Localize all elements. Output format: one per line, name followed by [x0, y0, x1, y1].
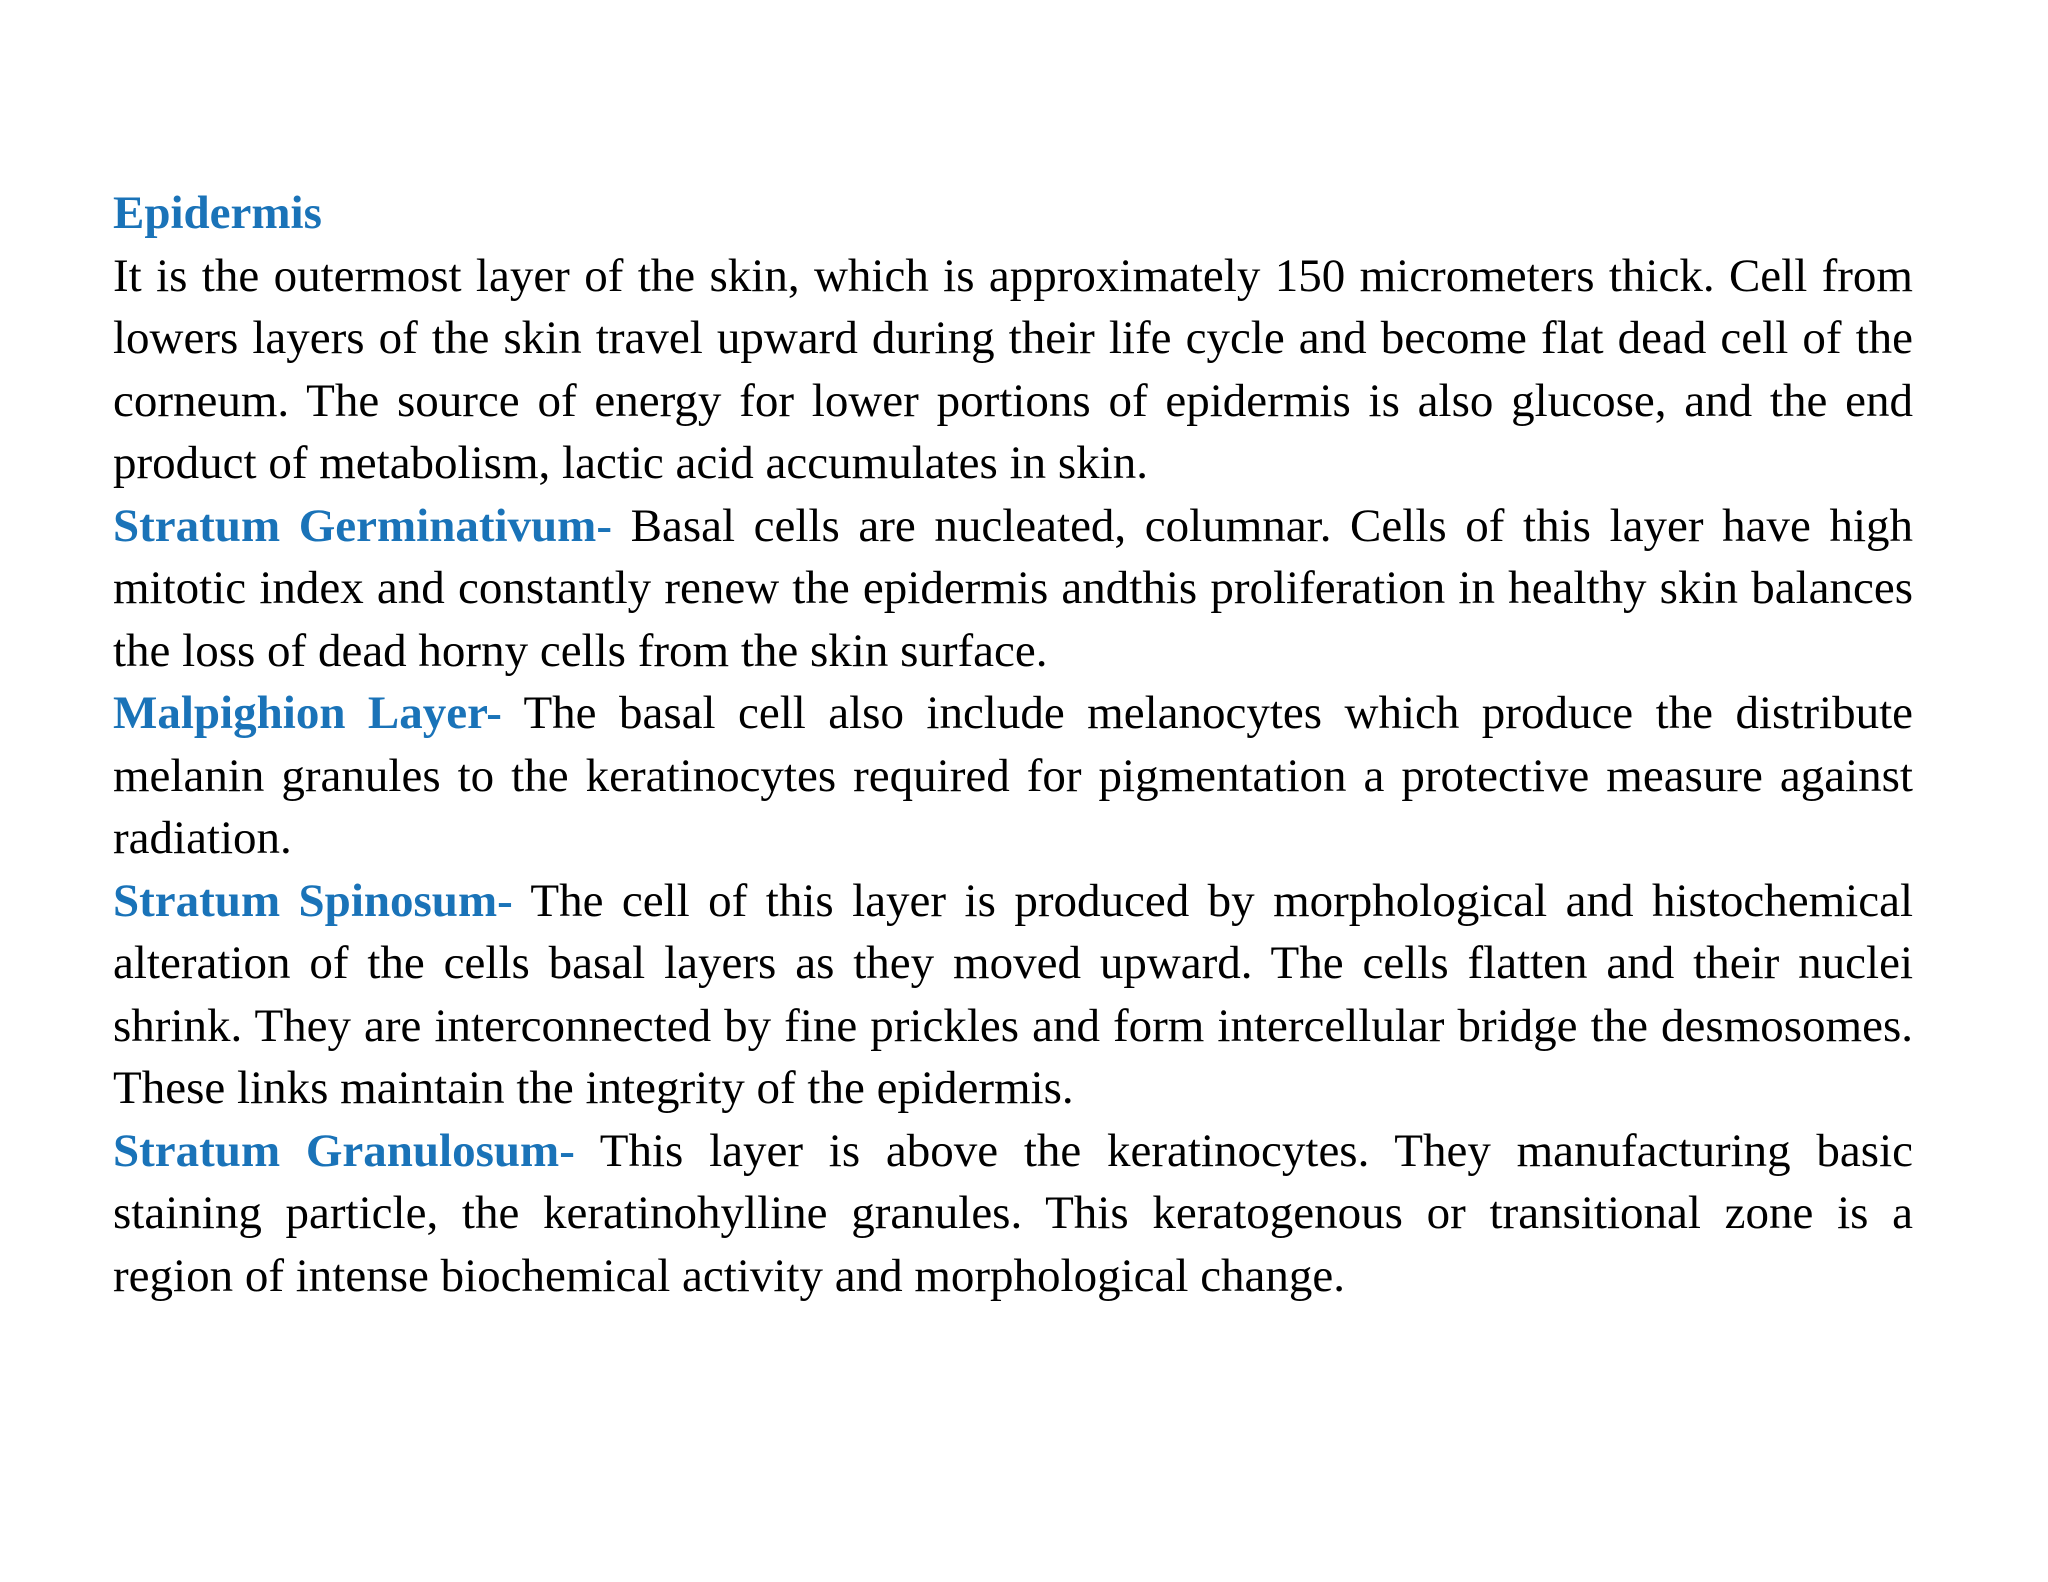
document-page [113, 182, 1913, 1307]
section-text: The basal cell also include melanocytes which produce the distribute melanin granules to the keratinocytes required for pigmentation a protective measure against radiation. [113, 687, 1913, 864]
section-heading: Stratum Granulosum- [113, 1124, 575, 1177]
section-heading: Malpighion Layer- [113, 687, 502, 739]
section-text: The cell of this layer is produced by morphological and histochemical alteration of the cells basal layers as they moved upward. The cells flatten and their nuclei shrink. They are interconnected by fine prickles and form intercellular bridge the desmosomes. These links maintain the integrity of the epidermis. [113, 874, 1913, 1114]
document-title: Epidermis [113, 187, 322, 239]
section-stratum-germinativum [113, 495, 1913, 683]
section-heading: Stratum Spinosum- [113, 874, 513, 927]
section-stratum-spinosum [113, 870, 1913, 1120]
section-text: Basal cells are nucleated, columnar. Cells of this layer have high mitotic index and constantly renew the epidermis andthis proliferation in healthy skin balances the loss of dead horny cells from the skin surface. [113, 499, 1914, 677]
section-stratum-granulosum [113, 1120, 1913, 1308]
section-text: This layer is above the keratinocytes. They manufacturing basic staining particle, the keratinohylline granules. This keratogenous or transitional zone is a region of intense biochemical activity and morphological change. [113, 1124, 1913, 1302]
section-heading: Stratum Germinativum- [113, 499, 612, 552]
intro-paragraph: It is the outermost layer of the skin, which is approximately 150 micrometers thick. Cell from lowers layers of the skin travel upward during their life cycle and become flat dead cell of the corneum. The source of energy for lower portions of epidermis is also glucose, and the end product of metabolism, lactic acid accumulates in skin. [113, 249, 1913, 489]
section-malpighion-layer [113, 682, 1913, 870]
